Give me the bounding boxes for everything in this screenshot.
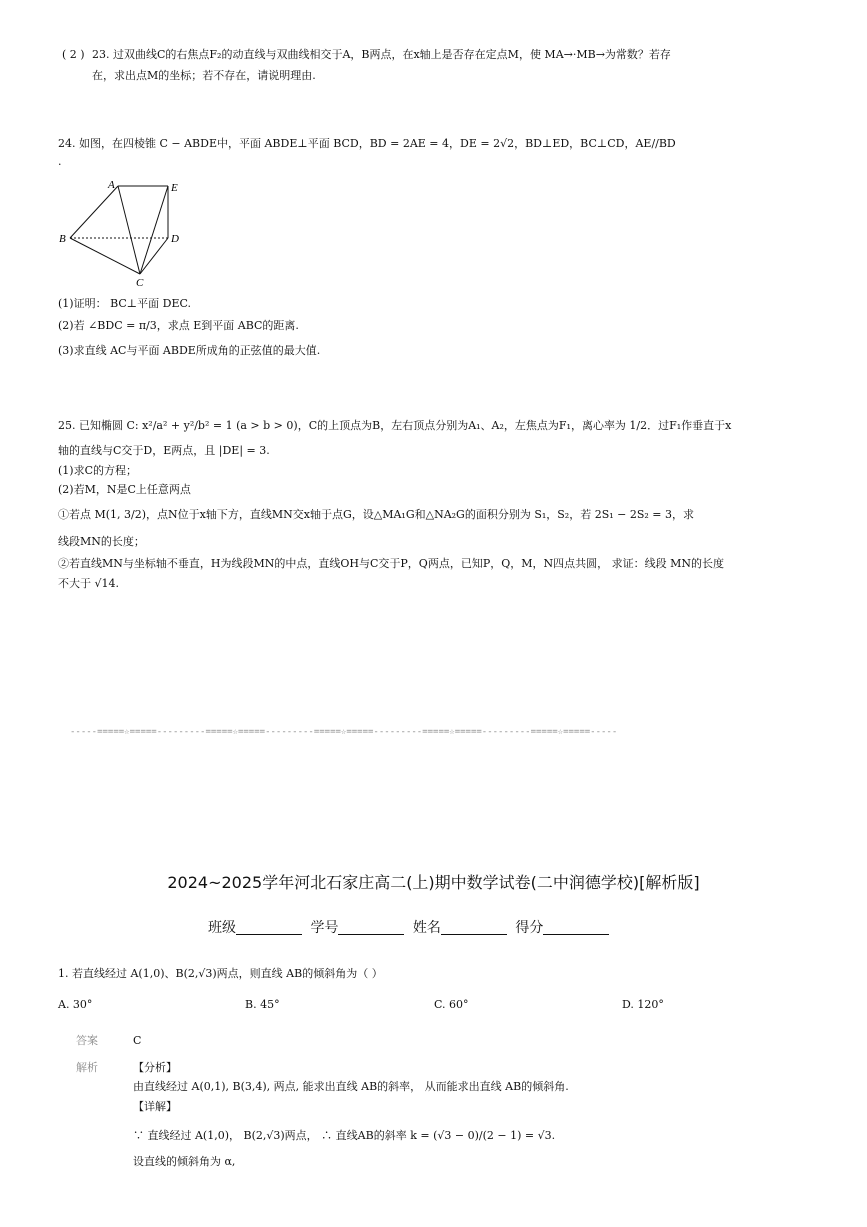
name-label: 姓名: [412, 920, 441, 936]
q24-sub1: (1)证明： BC⊥平面 DEC.: [58, 297, 191, 310]
q24-sub2: (2)若 ∠BDC = π/3，求点 E到平面 ABC的距离.: [58, 319, 299, 332]
q24-sub3: (3)求直线 AC与平面 ABDE所成角的正弦值的最大值.: [58, 344, 321, 357]
name-blank[interactable]: [441, 920, 507, 935]
edge-bc: [70, 238, 140, 274]
q1-option-b: B. 45°: [245, 998, 280, 1011]
q24-line1: 24. 如图，在四棱锥 C − ABDE中，平面 ABDE⊥平面 BCD，BD = 2AE = 4，DE = 2√2，BD⊥ED，BC⊥CD，AE//BD: [58, 137, 676, 150]
label-d: D: [171, 233, 179, 245]
pyramid-figure: [56, 176, 186, 290]
label-b: B: [59, 233, 66, 245]
section-separator: -----=====☆=====---------=====☆=====---------=====☆=====---------=====☆=====---------=====☆=====-----: [70, 727, 618, 737]
answer-value: C: [133, 1034, 142, 1047]
exam-title: 2024~2025学年河北石家庄高二(上)期中数学试卷(二中润德学校)[解析版]: [167, 873, 700, 892]
class-blank[interactable]: [236, 920, 302, 935]
score-label: 得分: [515, 920, 544, 936]
edge-ba: [70, 186, 118, 238]
q23-line1: 23. 过双曲线C的右焦点F₂的动直线与双曲线相交于A，B两点，在x轴上是否存在定点M，使 MA→·MB→为常数？若存: [92, 48, 671, 61]
label-c: C: [136, 277, 144, 289]
q25-line2: 轴的直线与C交于D，E两点，且 |DE| = 3.: [58, 444, 270, 457]
detail-text2: 设直线的倾斜角为 α,: [133, 1155, 236, 1168]
label-e: E: [171, 182, 178, 194]
q1-stem: 1. 若直线经过 A(1,0)、B(2,√3)两点，则直线 AB的倾斜角为（ ）: [58, 967, 383, 980]
q25-line1: 25. 已知椭圆 C: x²/a² + y²/b² = 1 (a > b > 0)，C的上顶点为B，左右顶点分别为A₁、A₂，左焦点为F₁，离心率为 1/2．过F₁作垂直于x: [58, 419, 732, 432]
class-label: 班级: [208, 920, 236, 936]
q25-line4: (2)若M，N是C上任意两点: [58, 483, 191, 496]
q1-option-d: D. 120°: [622, 998, 664, 1011]
q25-line8: 不大于 √14.: [58, 577, 119, 590]
analysis-label: 解析: [76, 1061, 98, 1074]
q24-line2: .: [58, 155, 62, 168]
score-blank[interactable]: [543, 920, 609, 935]
number-label: 学号: [310, 920, 339, 936]
edge-ac: [118, 186, 140, 274]
q1-option-a: A. 30°: [58, 998, 93, 1011]
edge-ec: [140, 186, 168, 274]
q23-line2: 在，求出点M的坐标；若不存在，请说明理由.: [92, 69, 316, 82]
answer-label: 答案: [76, 1034, 98, 1047]
analysis-text: 由直线经过 A(0,1), B(3,4), 两点, 能求出直线 AB的斜率， 从而能求出直线 AB的倾斜角.: [133, 1080, 569, 1093]
analysis-head: 【分析】: [133, 1061, 177, 1074]
q25-line7: ②若直线MN与坐标轴不垂直，H为线段MN的中点，直线OH与C交于P，Q两点，已知P，Q，M，N四点共圆， 求证：线段 MN的长度: [58, 557, 725, 570]
q1-option-c: C. 60°: [434, 998, 469, 1011]
q23-prefix: ( 2 ): [62, 48, 85, 61]
detail-text: ∵ 直线经过 A(1,0)， B(2,√3)两点， ∴ 直线AB的斜率 k = (√3 − 0)/(2 − 1) = √3.: [133, 1129, 556, 1142]
q25-line6: 线段MN的长度；: [58, 535, 145, 548]
detail-head: 【详解】: [133, 1100, 177, 1113]
edge-cd: [140, 238, 168, 274]
label-a: A: [108, 179, 115, 191]
student-info-line: [208, 917, 613, 937]
q25-line5: ①若点 M(1, 3/2)，点N位于x轴下方，直线MN交x轴于点G，设△MA₁G和△NA₂G的面积分别为 S₁，S₂，若 2S₁ − 2S₂ = 3，求: [58, 508, 695, 521]
number-blank[interactable]: [338, 920, 404, 935]
q25-line3: (1)求C的方程；: [58, 464, 137, 477]
